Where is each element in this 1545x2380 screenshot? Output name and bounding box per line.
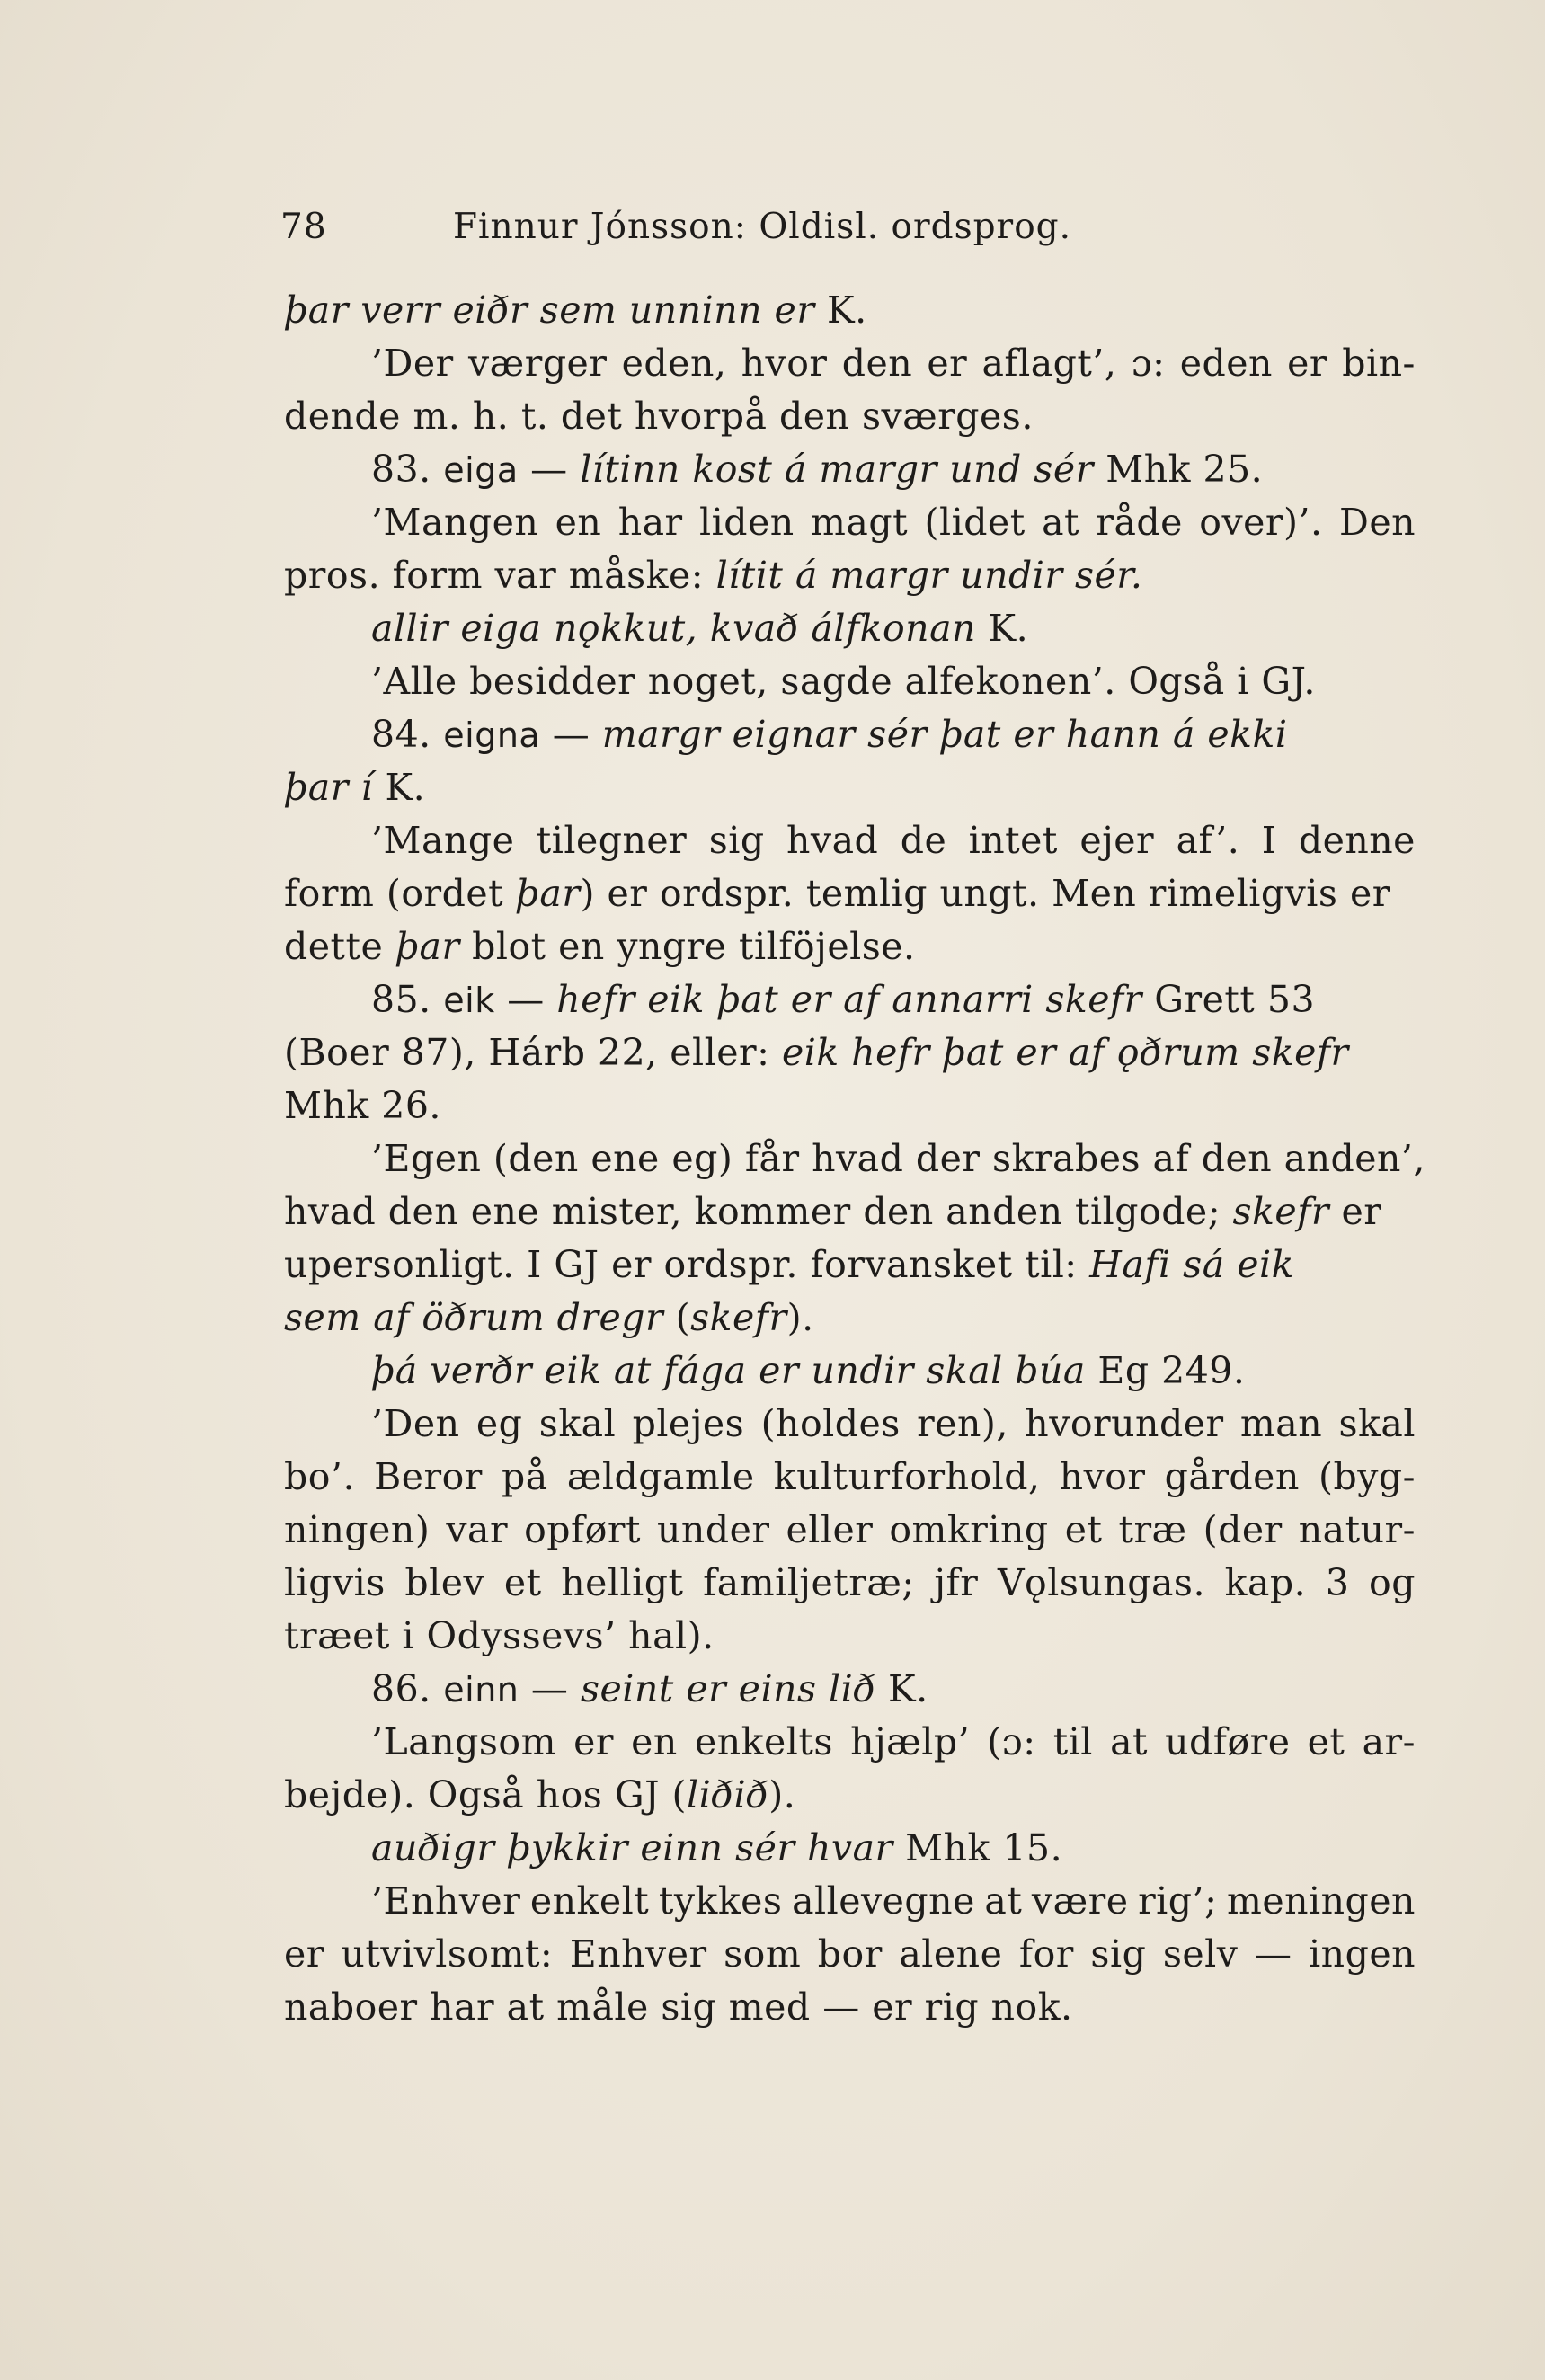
word: opført: [524, 1508, 641, 1551]
text-line: [284, 1292, 1416, 1345]
text-run: (: [663, 1296, 691, 1339]
proverb-text: lítit á margr undir sér.: [715, 554, 1143, 597]
page-number: 78: [280, 207, 327, 247]
word: skal: [538, 1402, 617, 1445]
source-ref: K.: [875, 1667, 928, 1710]
word: ’Mangen: [371, 501, 539, 544]
word: et: [503, 1561, 542, 1604]
text-run: bejde). Også hos GJ (: [284, 1773, 688, 1816]
entry-headword: eiga: [443, 450, 519, 490]
text-run: blot en yngre tilföjelse.: [459, 925, 916, 968]
proverb-text: þar í: [284, 766, 373, 809]
entry-number: 85.: [371, 978, 431, 1021]
text-line: [284, 867, 1416, 920]
text-line: ’Egen (den ene eg) får hvad der skrabes af den anden’,: [371, 1137, 1425, 1180]
word: ligvis: [284, 1561, 386, 1604]
word: råde: [1096, 501, 1183, 544]
word: sig: [708, 819, 765, 862]
word: (holdes: [760, 1402, 901, 1445]
word: eller: [786, 1508, 874, 1551]
word: sig: [1090, 1932, 1147, 1976]
text-line: [284, 337, 1416, 390]
text-line: [284, 1822, 1416, 1875]
word: Beror: [374, 1455, 483, 1498]
source-ref: K.: [814, 289, 867, 332]
word: udføre: [1165, 1720, 1291, 1763]
word: bor: [817, 1932, 883, 1976]
entry-86: [284, 1663, 1416, 1716]
word: være: [1031, 1879, 1129, 1923]
word: magt: [811, 501, 909, 544]
word: (lidet: [924, 501, 1026, 544]
proverb-text: seint er eins lið: [580, 1667, 876, 1710]
dash: —: [494, 978, 557, 1021]
proverb-text: hefr eik þat er af annarri skefr: [556, 978, 1142, 1021]
source-ref: Mhk 25.: [1093, 448, 1264, 491]
text-run: ) er ordspr. temlig ungt. Men rimeligvis er: [580, 872, 1390, 915]
proverb-text: lítinn kost á margr und sér: [580, 448, 1094, 491]
word: alene: [899, 1932, 1003, 1976]
word: rig’;: [1138, 1879, 1218, 1923]
word: helligt: [561, 1561, 684, 1604]
word: meningen: [1226, 1879, 1416, 1923]
word: ’Der: [371, 342, 454, 385]
word: liden: [699, 501, 795, 544]
text-line: [284, 1504, 1416, 1557]
word: denne: [1298, 819, 1416, 862]
text-run: ).: [768, 1773, 796, 1816]
word: blev: [404, 1561, 485, 1604]
entry-85: [284, 973, 1416, 1026]
text-run: ).: [786, 1296, 814, 1339]
text-line: [284, 602, 1416, 655]
word: selv: [1162, 1932, 1239, 1976]
text-run: upersonligt. I GJ er ordspr. forvansket til:: [284, 1243, 1090, 1286]
word: ’Mange: [371, 819, 515, 862]
word: er: [1287, 342, 1327, 385]
word: var: [446, 1508, 509, 1551]
text-line: ’Alle besidder noget, sagde alfekonen’. Også i GJ.: [371, 660, 1316, 703]
text-line: [284, 1928, 1416, 1981]
word: af’.: [1176, 819, 1240, 862]
word: skal: [1338, 1402, 1416, 1445]
text-line: dende m. h. t. det hvorpå den sværges.: [284, 395, 1034, 438]
dash: —: [540, 713, 602, 756]
word: plejes: [632, 1402, 745, 1445]
proverb-text: margr eignar sér þat er hann á ekki: [601, 713, 1288, 756]
word: for: [1018, 1932, 1074, 1976]
word: (der: [1203, 1508, 1283, 1551]
word: intet: [968, 819, 1058, 862]
word: bin-: [1342, 342, 1416, 385]
word: en: [555, 501, 602, 544]
word: hvorunder: [1025, 1402, 1224, 1445]
word: enkelt: [529, 1879, 650, 1923]
word: tilegner: [536, 819, 688, 862]
dash: —: [518, 448, 581, 491]
source-ref: Grett 53: [1141, 978, 1316, 1021]
word: den: [841, 342, 913, 385]
text-run: pros. form var måske:: [284, 554, 716, 597]
text-line: [284, 920, 1416, 973]
word: et: [1307, 1720, 1345, 1763]
word: ningen): [284, 1508, 431, 1551]
source-ref: Mhk 15.: [892, 1826, 1063, 1869]
word: man: [1239, 1402, 1323, 1445]
word: ar-: [1362, 1720, 1416, 1763]
text-line: [284, 1769, 1416, 1822]
text-run: (Boer 87), Hárb 22, eller:: [284, 1031, 782, 1074]
word: hvad: [786, 819, 879, 862]
italic-word: skefr: [1232, 1190, 1329, 1233]
word: hjælp’: [850, 1720, 971, 1763]
entry-headword: eigna: [443, 715, 541, 755]
word: eg: [475, 1402, 523, 1445]
word: et: [1064, 1508, 1103, 1551]
word: ’Den: [371, 1402, 460, 1445]
word: at: [1042, 501, 1079, 544]
entry-84: [284, 708, 1416, 761]
word: tykkes: [658, 1879, 783, 1923]
word: over)’.: [1199, 501, 1323, 544]
word: (byg-: [1318, 1455, 1416, 1498]
text-line: [284, 1451, 1416, 1504]
entry-headword: eik: [443, 981, 495, 1020]
word: og: [1369, 1561, 1416, 1604]
word: som: [724, 1932, 802, 1976]
text-line: [284, 1345, 1416, 1398]
word: kulturforhold,: [773, 1455, 1041, 1498]
proverb-text: sem af öðrum dregr: [284, 1296, 664, 1339]
running-title: Finnur Jónsson: Oldisl. ordsprog.: [453, 207, 1072, 247]
text-line: Mhk 26.: [284, 1084, 441, 1127]
source-ref: Eg 249.: [1085, 1349, 1246, 1392]
word: værger: [468, 342, 608, 385]
text-run: form (ordet: [284, 872, 516, 915]
proverb-text: allir eiga nǫkkut, kvað álfkonan: [371, 607, 976, 650]
word: ren),: [917, 1402, 1008, 1445]
word: ejer: [1079, 819, 1155, 862]
proverb-text: þar verr eiðr sem unninn er: [284, 289, 815, 332]
text-line: [284, 1557, 1416, 1610]
italic-word: skefr: [690, 1296, 787, 1339]
word: omkring: [889, 1508, 1049, 1551]
word: eden: [1179, 342, 1273, 385]
word: er: [284, 1932, 324, 1976]
source-ref: K.: [372, 766, 426, 809]
proverb-text: auðigr þykkir einn sér hvar: [371, 1826, 893, 1869]
text-run: er: [1328, 1190, 1382, 1233]
text-run: hvad den ene mister, kommer den anden tilgode;: [284, 1190, 1233, 1233]
word: kap.: [1224, 1561, 1307, 1604]
entry-number: 84.: [371, 713, 431, 756]
word: er: [573, 1720, 614, 1763]
word: aflagt’,: [981, 342, 1117, 385]
word: at: [984, 1879, 1023, 1923]
word: Enhver: [569, 1932, 707, 1976]
word: ɔ:: [1131, 342, 1166, 385]
word: en: [631, 1720, 678, 1763]
text-line: [284, 1239, 1416, 1292]
word: hvor: [1059, 1455, 1146, 1498]
text-line: [284, 1716, 1416, 1769]
page-header: [280, 198, 1143, 255]
word: enkelts: [694, 1720, 833, 1763]
text-line: [284, 761, 1416, 814]
entry-number: 86.: [371, 1667, 431, 1710]
word: til: [1052, 1720, 1093, 1763]
word: eden,: [621, 342, 727, 385]
word: I: [1261, 819, 1277, 862]
word: ’Enhver: [371, 1879, 521, 1923]
entry-headword: einn: [443, 1670, 519, 1710]
word: har: [617, 501, 683, 544]
word: allevegne: [792, 1879, 975, 1923]
word: er: [927, 342, 968, 385]
proverb-text: þá verðr eik at fága er undir skal búa: [371, 1349, 1086, 1392]
entry-83: [284, 443, 1416, 496]
word: (ɔ:: [987, 1720, 1036, 1763]
entry-number: 83.: [371, 448, 431, 491]
word: træ: [1118, 1508, 1187, 1551]
word: ingen: [1309, 1932, 1416, 1976]
text-line: [284, 1398, 1416, 1451]
text-line: [284, 284, 1416, 337]
proverb-text: eik hefr þat er af ǫðrum skefr: [781, 1031, 1349, 1074]
word: —: [1255, 1932, 1292, 1976]
text-line: [284, 1186, 1416, 1239]
word: de: [900, 819, 947, 862]
text-line: [284, 814, 1416, 867]
source-ref: K.: [975, 607, 1029, 650]
word: Vǫlsungas.: [997, 1561, 1205, 1604]
word: at: [1110, 1720, 1148, 1763]
italic-word: liðið: [687, 1773, 769, 1816]
word: jfr: [934, 1561, 979, 1604]
word: hvor: [741, 342, 828, 385]
text-line: [284, 496, 1416, 549]
word: under: [657, 1508, 770, 1551]
word: gården: [1164, 1455, 1300, 1498]
proverb-text: Hafi sá eik: [1089, 1243, 1294, 1286]
text-line: træet i Odyssevs’ hal).: [284, 1614, 715, 1657]
text-run: dette: [284, 925, 395, 968]
word: utvivlsomt:: [341, 1932, 554, 1976]
page-body: [284, 284, 1425, 2034]
word: Den: [1338, 501, 1416, 544]
text-line: naboer har at måle sig med — er rig nok.: [284, 1985, 1073, 2029]
text-line: [284, 1026, 1416, 1079]
text-line: [284, 549, 1416, 602]
dash: —: [519, 1667, 581, 1710]
italic-word: þar: [395, 925, 460, 968]
word: familjetræ;: [703, 1561, 915, 1604]
word: bo’.: [284, 1455, 355, 1498]
word: ældgamle: [566, 1455, 755, 1498]
word: 3: [1325, 1561, 1350, 1604]
text-line: [284, 1875, 1416, 1928]
word: natur-: [1298, 1508, 1416, 1551]
word: på: [502, 1455, 548, 1498]
italic-word: þar: [515, 872, 581, 915]
word: ’Langsom: [371, 1720, 556, 1763]
